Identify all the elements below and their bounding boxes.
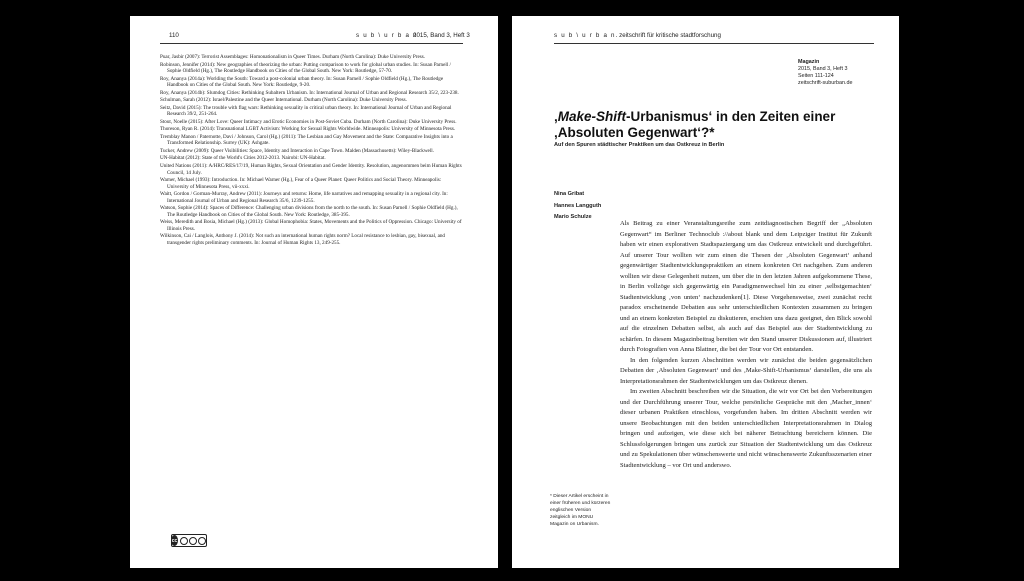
- article-body: [620, 219, 872, 471]
- left-page: [130, 16, 498, 568]
- title-italic: Make-Shift: [557, 109, 627, 124]
- reference-entry: Tucker, Andrew (2009): Queer Visibilities: Space, Identity and Interaction in Cape Town. Malden (Massachusetts): Wiley-Blackwell.: [160, 147, 434, 154]
- reference-entry: United Nations (2011): A/HRC/RES/17/19, Human Rights, Sexual Orientation and Gender Identity. Resolution, angenommen beim Human Rights Council, 14 July.: [160, 163, 462, 176]
- issue-info: 2015, Band 3, Heft 3: [413, 32, 470, 39]
- reference-entry: Weiss, Meredith and Bosia, Michael (Hg.) (2013): Global Homophobia: States, Movements and the Politics of Oppression. Chicago: University of Illinois Press.: [160, 219, 462, 232]
- page-range: Seiten 111-124: [798, 73, 834, 79]
- reference-entry: Schulman, Sarah (2012): Israel/Palestine and the Queer International. Durham (North Carolina): Duke University Press.: [160, 97, 407, 104]
- reference-entry: Robinson, Jennifer (2014): New geographies of theorizing the urban: Putting comparison to work for global urban studies. In: Susan Parnell / Sophie Oldfield (Hg.), The Routledge Handbook on Cities of the Global South. New York: Routledge, 57-70.: [160, 61, 451, 75]
- reference-entry: Seitz, David (2015): The trouble with flag wars: Rethinking sexuality in critical urban theory. In: International Journal of Urban and Regional Research 39/2, 251-264.: [160, 104, 452, 118]
- body-paragraph: Im zweiten Abschnitt beschreiben wir die Situation, die wir vor Ort bei den Vorbereitungen und der Durchführung unserer Tour, welche persönliche Gespräche mit den ‚Macher_innen‘ dieser urbanen Praktiken einschloss, vorgefunden haben. Im dritten Abschnitt werden wir unsere Beobachtungen mit den beiden unterschiedlichen Interpretationsrahmen in Dialog bringen und aufzeigen, wie diese sich bei näherer Betrachtung bereichern können. Die Schlussfolgerungen bringen uns zurück zur Situation der Stadtentwicklung um das Ostkreuz und zu Spekulationen über wünschenswerte und nicht wünschenswerte Zukunftsszenarien einer Stadtentwicklung – vor Ort und anderswo.: [620, 388, 872, 469]
- by-icon: [180, 537, 188, 545]
- footnote: * Dieser Artikel erscheint in einer früheren und kürzeren englischen Version zeitgleich im MONU Magazin on Urbanism.: [550, 494, 611, 527]
- reference-entry: Wilkinson, Cai / Langlois, Anthony J. (2014): Not such an international human rights norm? Local resistance to lesbian, gay, bisexual, and transgender rights preliminary comments. In: Journal of Human Rights 13, 249-255.: [160, 233, 445, 246]
- issue-info: 2015, Band 3, Heft 3: [798, 66, 848, 72]
- reference-entry: Puar, Jasbir (2007): Terrorist Assemblages: Homonationalism in Queer Times. Durham (North Carolina): Duke University Press.: [160, 54, 426, 60]
- article-subtitle: Auf den Spuren städtischer Praktiken um das Ostkreuz in Berlin: [554, 142, 725, 148]
- journal-subtitle: . zeitschrift für kritische stadtforschung: [615, 32, 721, 39]
- right-page: [512, 16, 899, 568]
- reference-entry: Thoreson, Ryan R. (2014): Transnational LGBT Activism: Working for Sexual Rights Worldwide. Minneapolis: University of Minnesota Press.: [160, 126, 456, 133]
- reference-entry: Waitt, Gordon / Gorman-Murray, Andrew (2011): Journeys and returns: Home, life narratives and remapping sexuality in a regional city. In: International Journal of Urban and Regional Research 35/6, 1239-1255.: [160, 191, 448, 204]
- sa-icon: [198, 537, 206, 545]
- creative-commons-badge: [171, 534, 207, 547]
- reference-list: [160, 54, 462, 247]
- body-paragraph: Als Beitrag zu einer Veranstaltungsreihe zum zeitdiagnostischen Begriff der „Absoluten Gegenwart“ im Berliner Technoclub ://about blank und dem Leipziger Institut für Zukunft haben wir einen explorativen Stadtspaziergang um das Ostkreuz entwickelt und durchgeführt. Auf unserer Tour wollten wir zum einen die Thesen der ‚Absoluten Gegenwart‘ anhand gegenwärtiger Stadtentwicklungspraktiken an einem konkreten Ort nachgehen. Zum anderen wollten wir diese Gelegenheit nutzen, um über die in den letzten Jahren aufgekommene These, in Berlin vollzöge sich gegenwärtig ein Paradigmenwechsel hin zu einer ‚selbstgemachten‘ Stadtentwicklung ‚von unten‘ nachzudenken[1]. Diese Vorgehensweise, zwei zunächst recht paradox erscheinende Debatten aus sehr unterschiedlichen Kontexten zusammen zu bringen und an einem konkreten Beispiel zu diskutieren, erschien uns dazu geeignet, den Blick sowohl auf die einzelnen Debatten selbst, als auch auf das Beispiel aus der Stadtentwicklung zu schärfen. In diesem Magazinbeitrag bereiten wir den Stand unserer Diskussionen auf, illustriert durch Fotografien von Anna Blattner, die bei der Tour vor Ort entstanden.: [620, 220, 872, 353]
- author-list: [554, 189, 601, 224]
- title-rest: -Urbanismus‘ in den Zeiten einer ‚Absoluten Gegenwart‘?*: [554, 109, 836, 140]
- header-rule: [554, 43, 874, 44]
- reference-entry: Warner, Michael (1993): Introduction. In: Michael Warner (Hg.), Fear of a Queer Planet: Queer Politics and Social Theory. Minneapolis: University of Minnesota Press, vii-xxxi.: [160, 177, 442, 190]
- cc-icon: cc: [171, 535, 178, 546]
- page-number: 110: [169, 32, 179, 39]
- nc-icon: [189, 537, 197, 545]
- reference-entry: Stout, Noelle (2015): After Love: Queer Intimacy and Erotic Economies in Post-Soviet Cuba. Durham (North Carolina): Duke University Press.: [160, 118, 457, 125]
- author: Mario Schulze: [554, 214, 592, 220]
- header-rule: [160, 43, 463, 44]
- reference-entry: Watson, Sophie (2014): Spaces of Difference: Challenging urban divisions from the north to the south. In: Susan Parnell / Sophie Oldfield (Hg.), The Routledge Handbook on Cities of the Global South. New York: Routledge, 385-395.: [160, 205, 458, 218]
- journal-header: [554, 32, 721, 39]
- reference-entry: Roy, Ananya (2014b): Slumdog Cities: Rethinking Subaltern Urbanism. In: International Journal of Urban and Regional Research 35/2, 223-238.: [160, 89, 459, 96]
- reference-entry: Tremblay Manon / Paternotte, Davi / Johnson, Carol (Hg.) (2011): The Lesbian and Gay Movement and the State: Comparative Insights into a Transformed Relationship. Surrey (UK): Ashgate.: [160, 133, 453, 147]
- article-meta: [798, 59, 873, 87]
- title-quote: ‚: [554, 109, 558, 124]
- reference-entry: Roy, Ananya (2014a): Worlding the South: Toward a post-colonial urban theory. In: Susan Parnell / Sophie Oldfield (Hg.), The Routledge Handbook on Cities of the Global South. New York: Routledge, 9-20.: [160, 75, 444, 89]
- body-paragraph: In den folgenden kurzen Abschnitten werden wir zunächst die beiden gegensätzlichen Debatten der ‚Absoluten Gegenwart‘ und des ‚Make-Shift-Urbanismus‘ darstellen, die uns als Interpretationsrahmen der Stadtentwicklungen um das Ostkreuz dienen.: [620, 356, 872, 385]
- section-label: Magazin: [798, 59, 820, 65]
- article-title: [554, 109, 844, 140]
- journal-brand: s u b \ u r b a n: [356, 32, 418, 39]
- reference-entry: UN-Habitat (2012): State of the World's Cities 2012-2013. Nairobi: UN-Habitat.: [160, 155, 326, 162]
- journal-brand: s u b \ u r b a n: [554, 32, 616, 39]
- author: Hannes Langguth: [554, 202, 602, 209]
- website: zeitschrift-suburban.de: [798, 80, 853, 86]
- author: Nina Gribat: [554, 191, 585, 197]
